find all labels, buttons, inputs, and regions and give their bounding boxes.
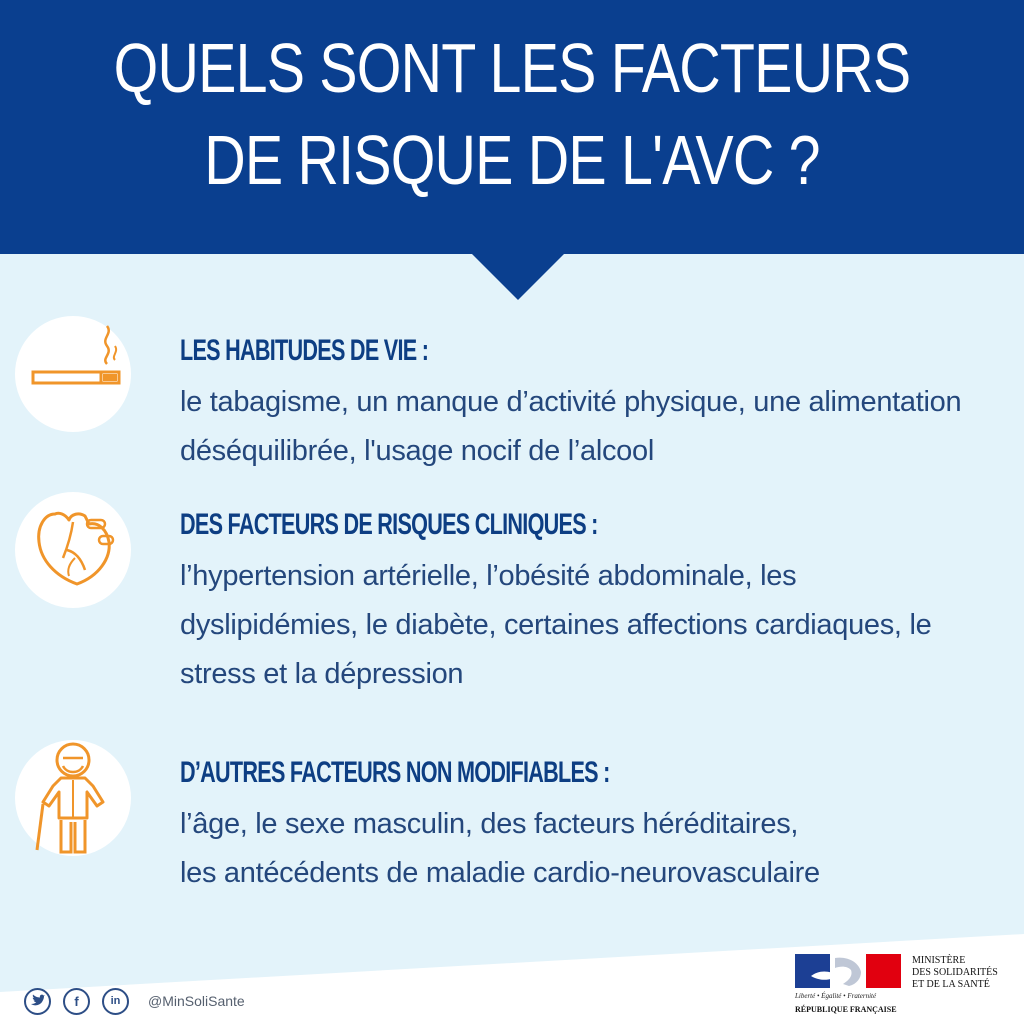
ministry-name xyxy=(912,955,998,991)
section-line: stress et la dépression xyxy=(180,658,464,690)
linkedin-icon[interactable]: in xyxy=(102,988,129,1015)
header-pointer xyxy=(470,252,566,300)
section-line: les antécédents de maladie cardio-neurovasculaire xyxy=(180,857,820,889)
page-title xyxy=(92,22,932,206)
section-body xyxy=(180,378,1010,476)
marianne-logo xyxy=(795,954,901,988)
elderly-person-icon xyxy=(15,740,131,856)
cigarette-icon xyxy=(15,316,131,432)
section-clinical xyxy=(180,508,1010,699)
twitter-handle[interactable]: @MinSoliSante xyxy=(148,993,245,1009)
section-line: l’âge, le sexe masculin, des facteurs héréditaires, xyxy=(180,808,799,840)
section-non-modifiable xyxy=(180,756,1010,898)
ministry-line: ET DE LA SANTÉ xyxy=(912,979,990,990)
section-line: déséquilibrée, l'usage nocif de l’alcool xyxy=(180,435,654,467)
ministry-line: MINISTÈRE xyxy=(912,955,966,966)
section-line: le tabagisme, un manque d’activité physique, une alimentation xyxy=(180,386,962,418)
republic-motto: Liberté • Égalité • Fraternité xyxy=(795,992,877,1000)
heart-icon-circle xyxy=(15,492,131,608)
section-heading: DES FACTEURS DE RISQUES CLINIQUES : xyxy=(180,508,598,541)
header-banner xyxy=(0,0,1024,254)
section-heading: D’AUTRES FACTEURS NON MODIFIABLES : xyxy=(180,756,610,789)
cigarette-icon-circle xyxy=(15,316,131,432)
section-heading: LES HABITUDES DE VIE : xyxy=(180,334,429,367)
heart-icon xyxy=(15,492,131,608)
section-body xyxy=(180,552,1010,699)
section-line: dyslipidémies, le diabète, certaines affections cardiaques, le xyxy=(180,609,932,641)
title-line-1: QUELS SONT LES FACTEURS xyxy=(113,29,911,107)
twitter-icon[interactable] xyxy=(24,988,51,1015)
section-line: l’hypertension artérielle, l’obésité abdominale, les xyxy=(180,560,797,592)
ministry-line: DES SOLIDARITÉS xyxy=(912,967,998,978)
republic-name: RÉPUBLIQUE FRANÇAISE xyxy=(795,1005,897,1014)
section-body xyxy=(180,800,1010,898)
section-lifestyle xyxy=(180,334,1010,476)
title-line-2: DE RISQUE DE L'AVC ? xyxy=(204,121,820,199)
facebook-icon[interactable]: f xyxy=(63,988,90,1015)
elderly-icon-circle xyxy=(15,740,131,856)
